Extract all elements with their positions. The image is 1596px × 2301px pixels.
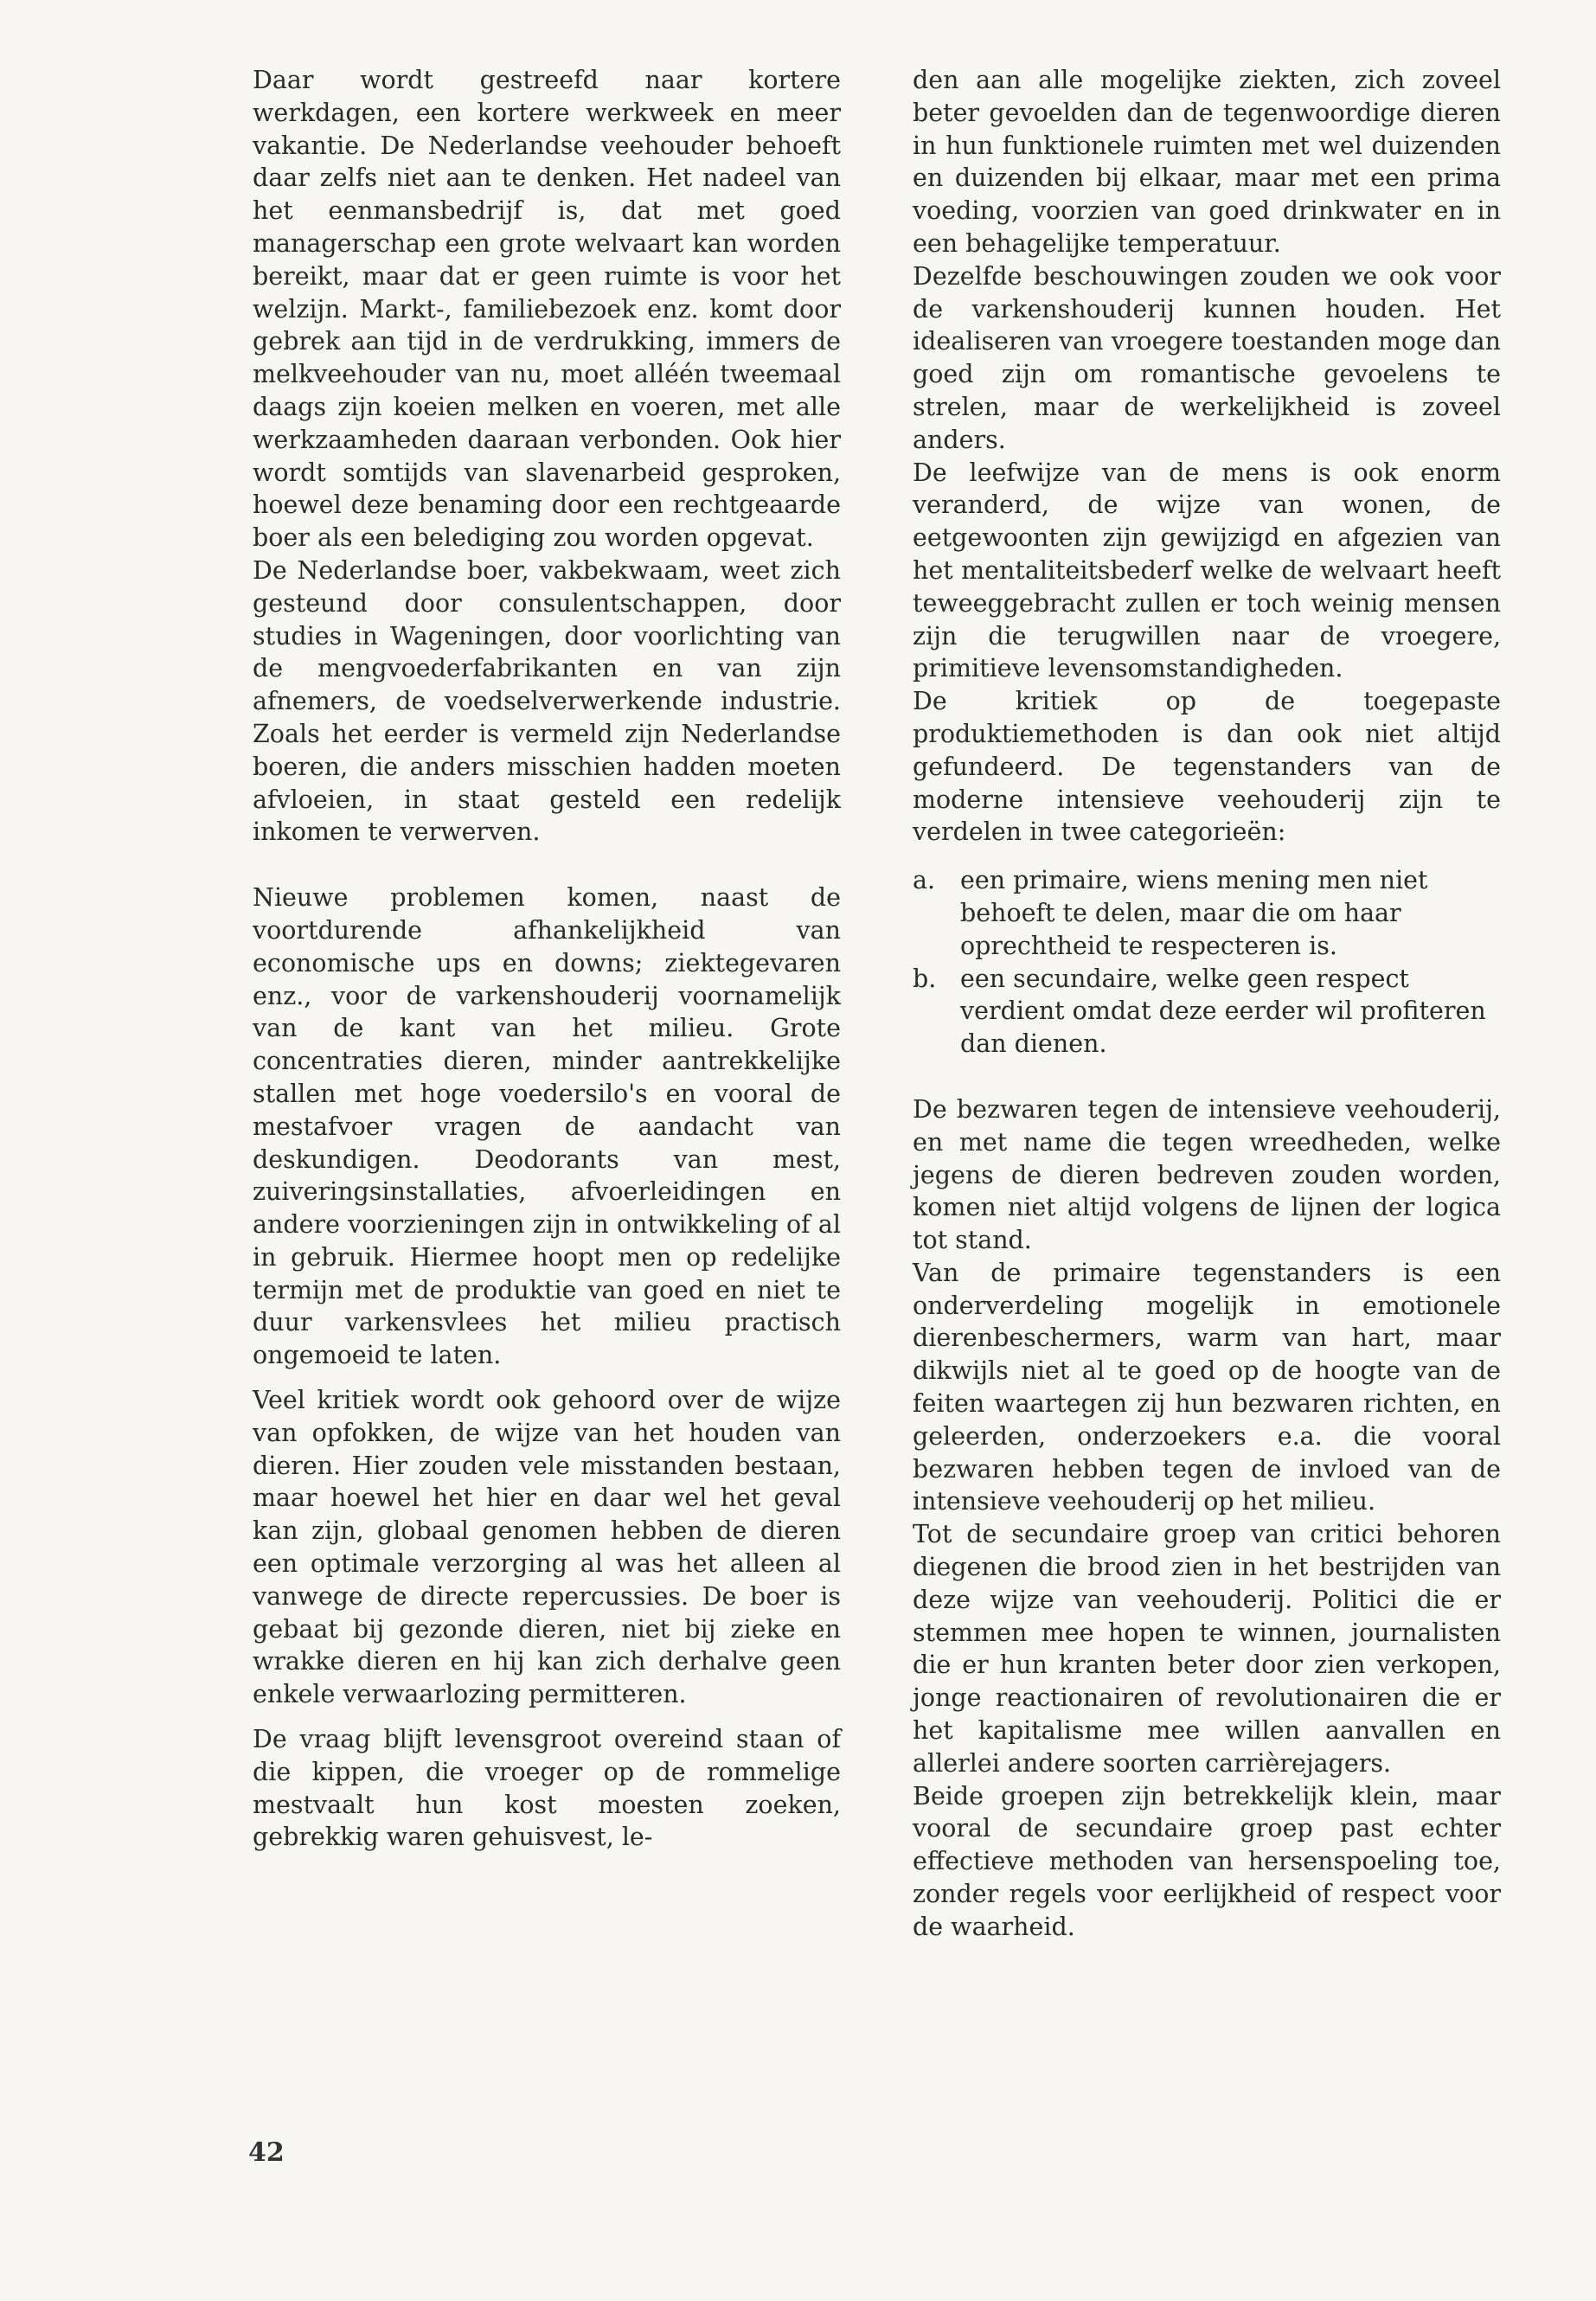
paragraph: Veel kritiek wordt ook gehoord over de wijze van opfokken, de wijze van het houden van dieren. Hier zouden vele misstanden bestaan, maar hoewel het hier en daar wel het geval kan zijn, globaal genomen hebben de dieren een optimale verzorging al was het alleen al vanwege de directe repercussies. De boer is gebaat bij gezonde dieren, niet bij zieke en wrakke dieren en hij kan zich derhalve geen enkele verwaarlozing permitteren. (253, 1386, 841, 1709)
left-column (253, 64, 841, 1854)
paragraph: De vraag blijft levensgroot overeind staan of die kippen, die vroeger op de rommelige mestvaalt hun kost moesten zoeken, gebrekkig waren gehuisvest, le- (253, 1725, 841, 1852)
paragraph: Dezelfde beschouwingen zouden we ook voor de varkenshouderij kunnen houden. Het idealiseren van vroegere toestanden moge dan goed zijn om romantische gevoelens te strelen, maar de werkelijkheid is zoveel anders. (913, 261, 1501, 454)
list-item-text: een primaire, wiens mening men niet behoeft te delen, maar die om haar oprechtheid te respecteren is. (960, 866, 1428, 960)
paragraph: De bezwaren tegen de intensieve veehouderij, en met name die tegen wreedheden, welke jegens de dieren bedreven zouden worden, komen niet altijd volgens de lijnen der logica tot stand. (913, 1094, 1501, 1255)
paragraph: den aan alle mogelijke ziekten, zich zoveel beter gevoelden dan de tegenwoordige dieren in hun funktionele ruimten met wel duizenden en duizenden bij elkaar, maar met een prima voeding, voorzien van goed drinkwater en in een behagelijke temperatuur. (913, 66, 1501, 258)
paragraph: Nieuwe problemen komen, naast de voortdurende afhankelijkheid van economische ups en downs; ziektegevaren enz., voor de varkenshouderij voornamelijk van de kant van het milieu. Grote concentraties dieren, minder aantrekkelijke stallen met hoge voedersilo's en vooral de mestafvoer vragen de aandacht van deskundigen. Deodorants van mest, zuiveringsinstallaties, afvoerleidingen en andere voorzieningen zijn in ontwikkeling of al in gebruik. Hiermee hoopt men op redelijke termijn met de produktie van goed en niet te duur varkensvlees het milieu practisch ongemoeid te laten. (253, 883, 841, 1370)
paragraph: De kritiek op de toegepaste produktiemethoden is dan ook niet altijd gefundeerd. De tegenstanders van de moderne intensieve veehouderij zijn te verdelen in twee categorieën: (913, 687, 1501, 847)
list-marker: a. (913, 866, 936, 895)
paragraph: De Nederlandse boer, vakbekwaam, weet zich gesteund door consulentschappen, door studies in Wageningen, door voorlichting van de mengvoederfabrikanten en van zijn afnemers, de voedselverwerkende industrie. Zoals het eerder is vermeld zijn Nederlandse boeren, die anders misschien hadden moeten afvloeien, in staat gesteld een redelijk inkomen te verwerven. (253, 555, 841, 847)
paragraph: De leefwijze van de mens is ook enorm veranderd, de wijze van wonen, de eetgewoonten zijn gewijzigd en afgezien van het mentaliteitsbederf welke de welvaart heeft teweeggebracht zullen er toch weinig mensen zijn die terugwillen naar de vroegere, primitieve levensomstandigheden. (913, 458, 1501, 683)
list-marker: b. (913, 964, 937, 993)
category-list (913, 864, 1501, 1061)
paragraph: Beide groepen zijn betrekkelijk klein, maar vooral de secundaire groep past echter effectieve methoden van hersenspoeling toe, zonder regels voor eerlijkheid of respect voor de waarheid. (913, 1781, 1501, 1941)
list-item (913, 864, 1501, 962)
right-column (913, 64, 1501, 1944)
paragraph: Daar wordt gestreefd naar kortere werkdagen, een kortere werkweek en meer vakantie. De Nederlandse veehouder behoeft daar zelfs niet aan te denken. Het nadeel van het eenmansbedrijf is, dat met goed managerschap een grote welvaart kan worden bereikt, maar dat er geen ruimte is voor het welzijn. Markt-, familiebezoek enz. komt door gebrek aan tijd in de verdrukking, immers de melkveehouder van nu, moet alléén tweemaal daags zijn koeien melken en voeren, met alle werkzaamheden daaraan verbonden. Ook hier wordt somtijds van slavenarbeid gesproken, hoewel deze benaming door een rechtgeaarde boer als een belediging zou worden opgevat. (253, 66, 841, 553)
paragraph: Van de primaire tegenstanders is een onderverdeling mogelijk in emotionele dierenbeschermers, warm van hart, maar dikwijls niet al te goed op de hoogte van de feiten waartegen zij hun bezwaren richten, en geleerden, onderzoekers e.a. die vooral bezwaren hebben tegen de invloed van de intensieve veehouderij op het milieu. (913, 1258, 1501, 1516)
list-item (913, 963, 1501, 1061)
list-item-text: een secundaire, welke geen respect verdient omdat deze eerder wil profiteren dan dienen. (960, 964, 1486, 1059)
paragraph: Tot de secundaire groep van critici behoren diegenen die brood zien in het bestrijden van deze wijze van veehouderij. Politici die er stemmen mee hopen te winnen, journalisten die er hun kranten beter door zien verkopen, jonge reactionairen of revolutionairen die er het kapitalisme mee willen aanvallen en allerlei andere soorten carrièrejagers. (913, 1520, 1501, 1778)
page-number: 42 (248, 2138, 285, 2168)
